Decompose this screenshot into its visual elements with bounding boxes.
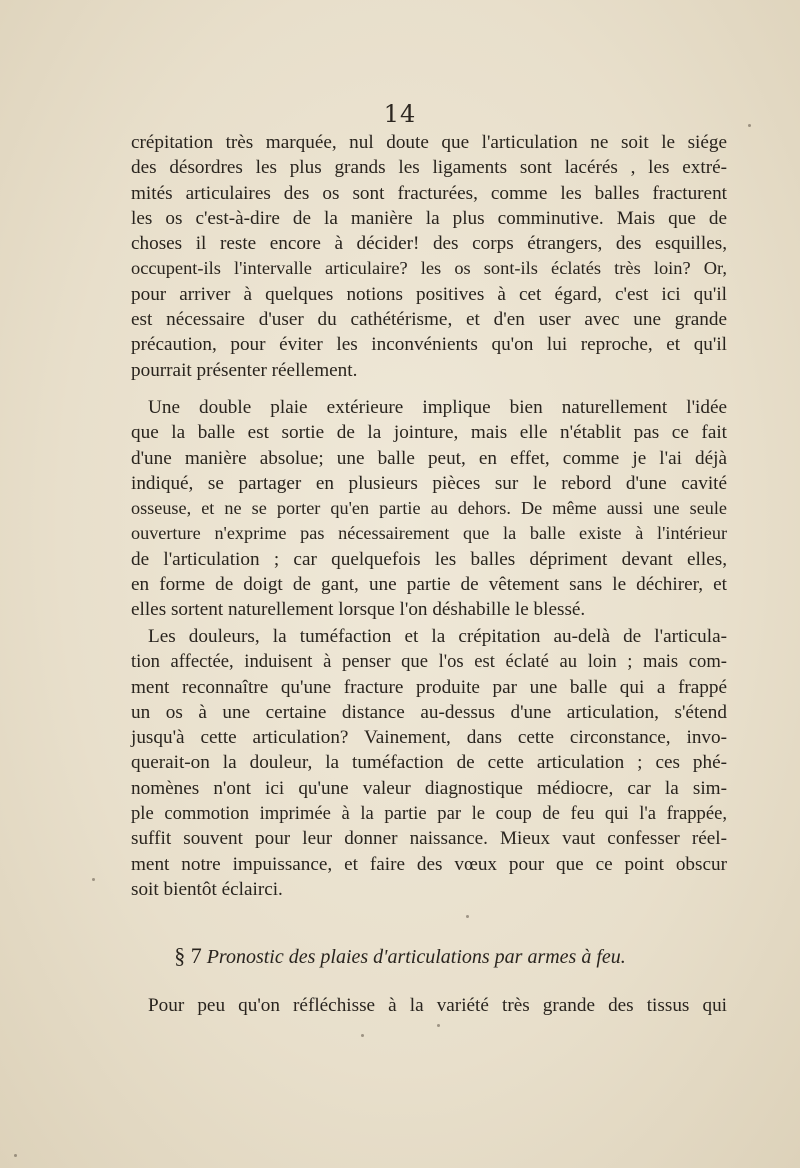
text-line: mités articulaires des os sont fracturées, comme les balles fracturent xyxy=(131,182,727,204)
text-line: que la balle est sortie de la jointure, mais elle n'établit pas ce fait xyxy=(131,422,727,444)
paper-speck xyxy=(437,1024,440,1027)
paragraph-1 xyxy=(131,130,727,383)
text-line: querait-on la douleur, la tuméfaction de cette articulation ; ces phé- xyxy=(131,752,727,774)
text-line: ouverture n'exprime pas nécessairement que la balle existe à l'intérieur xyxy=(131,523,727,544)
paper-speck xyxy=(361,1034,364,1037)
page-number: 14 xyxy=(383,100,417,128)
text-line: pourrait présenter réellement. xyxy=(131,359,358,381)
text-line: Une double plaie extérieure implique bien naturellement l'idée xyxy=(148,397,727,418)
text-line: choses il reste encore à décider! des corps étrangers, des esquilles, xyxy=(131,233,727,255)
text-line: tion affectée, induisent à penser que l'os est éclaté au loin ; mais com- xyxy=(131,651,727,673)
text-line: indiqué, se partager en plusieurs pièces sur le rebord d'une cavité xyxy=(131,472,727,494)
section-title: Pronostic des plaies d'articulations par armes à feu. xyxy=(206,946,626,968)
text-line: précaution, pour éviter les inconvénients qu'on lui reproche, et qu'il xyxy=(131,334,727,356)
paper-speck xyxy=(466,915,469,918)
text-line: osseuse, et ne se porter qu'en partie au dehors. De même aussi une seule xyxy=(131,498,727,519)
text-line: crépitation très marquée, nul doute que l'articulation ne soit le siége xyxy=(131,132,727,153)
paper-speck xyxy=(748,124,751,127)
text-line: les os c'est-à-dire de la manière la plus comminutive. Mais que de xyxy=(131,207,727,229)
text-line: en forme de doigt de gant, une partie de vêtement sans le déchirer, et xyxy=(131,574,727,596)
text-line: elles sortent naturellement lorsque l'on déshabille le blessé. xyxy=(131,599,586,621)
text-line: jusqu'à cette articulation? Vainement, dans cette circonstance, invo- xyxy=(131,727,727,749)
paragraph-3 xyxy=(131,624,727,902)
paragraph-2 xyxy=(131,395,727,623)
text-line: un os à une certaine distance au-dessus d'une articulation, s'étend xyxy=(131,701,727,723)
text-line: Pour peu qu'on réfléchisse à la variété très grande des tissus qui xyxy=(148,995,727,1016)
text-line: suffit souvent pour leur donner naissance. Mieux vaut confesser réel- xyxy=(131,828,727,850)
text-line: est nécessaire d'user du cathétérisme, et d'en user avec une grande xyxy=(131,309,727,331)
text-line: nomènes n'ont ici qu'une valeur diagnostique médiocre, car la sim- xyxy=(131,777,727,799)
paragraph-4 xyxy=(131,993,727,1018)
text-line: soit bientôt éclairci. xyxy=(131,878,283,900)
text-line: des désordres les plus grands les ligaments sont lacérés , les extré- xyxy=(131,157,727,179)
text-line: pour arriver à quelques notions positives à cet égard, c'est ici qu'il xyxy=(131,283,727,305)
text-line: de l'articulation ; car quelquefois les balles dépriment devant elles, xyxy=(131,548,727,570)
text-line: ple commotion imprimée à la partie par le coup de feu qui l'a frappée, xyxy=(131,803,727,825)
paper-speck xyxy=(14,1154,17,1157)
paper-speck xyxy=(92,878,95,881)
section-heading xyxy=(0,943,800,969)
text-line: ment reconnaître qu'une fracture produite par une balle qui a frappé xyxy=(131,676,727,698)
text-line: ment notre impuissance, et faire des vœux pour que ce point obscur xyxy=(131,853,727,875)
text-line: d'une manière absolue; une balle peut, en effet, comme je l'ai déjà xyxy=(131,447,727,469)
text-line: Les douleurs, la tuméfaction et la crépitation au-delà de l'articula- xyxy=(148,626,727,647)
section-number: § 7 xyxy=(174,943,202,968)
text-line: occupent-ils l'intervalle articulaire? les os sont-ils éclatés très loin? Or, xyxy=(131,258,727,279)
